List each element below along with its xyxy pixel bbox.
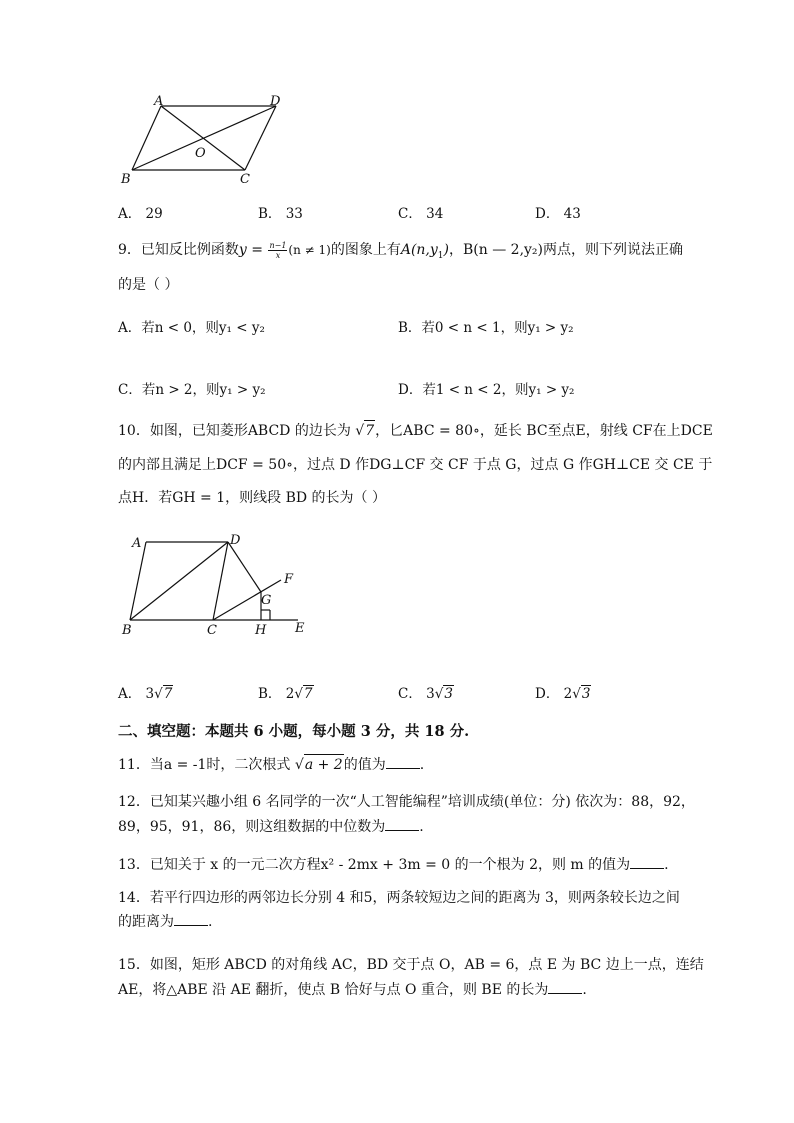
label-a: A: [154, 94, 164, 109]
q12-line2: 89，95，91，86，则这组数据的中位数为 .: [118, 819, 424, 835]
q9-line1: 9．已知反比例函数y = $\frac{n-1}{x}$ (n ≠ 1)的图象上有$A(n,y_1)$，B(n — 2,y₂)两点，则下列说法正确: [118, 240, 684, 261]
q10-line1: 10．如图，已知菱形ABCD 的边长为 √7，匕ABC = 80∘，延长 BC至点E，射线 CF在上DCE: [118, 420, 713, 441]
q8-option-a: A． 29: [118, 206, 163, 222]
q14-line2: 的距离为 .: [118, 914, 213, 930]
figure-parallelogram: [110, 90, 290, 190]
q15-answer-blank[interactable]: [548, 981, 582, 994]
q9-option-c: C．若n > 2，则y₁ > y₂: [118, 382, 266, 398]
q10-line3: 点H．若GH = 1，则线段 BD 的长为（ ）: [118, 490, 387, 506]
label-d: D: [230, 533, 241, 548]
q8-option-d: D． 43: [535, 206, 581, 222]
q15-line2: AE，将△ABE 沿 AE 翻折，使点 B 恰好与点 O 重合，则 BE 的长为 .: [118, 982, 587, 998]
q8-option-c: C． 34: [398, 206, 444, 222]
diagonal-bd: [130, 542, 228, 620]
label-c: C: [240, 172, 250, 187]
q11-answer-blank[interactable]: [386, 756, 420, 769]
segment-dg: [228, 542, 261, 592]
q12-answer-blank[interactable]: [385, 818, 419, 831]
label-b: B: [122, 623, 132, 638]
q8-option-b: B． 33: [258, 206, 303, 222]
q9-option-a: A．若n < 0，则y₁ < y₂: [118, 320, 265, 336]
label-g: G: [261, 593, 272, 608]
q10-option-d: D． 2√3: [535, 686, 591, 702]
label-f: F: [284, 572, 294, 587]
label-h: H: [255, 623, 267, 638]
q15-line1: 15．如图，矩形 ABCD 的对角线 AC，BD 交于点 O，AB = 6，点 E 为 BC 边上一点，连结: [118, 957, 704, 973]
label-a: A: [132, 536, 142, 551]
q11: 11．当a = -1时，二次根式 √a + 2的值为 .: [118, 754, 424, 775]
q14-line1: 14．若平行四边形的两邻边长分别 4 和5，两条较短边之间的距离为 3，则两条较长边之间: [118, 890, 680, 906]
label-o: O: [195, 146, 206, 161]
label-c: C: [207, 623, 217, 638]
label-d: D: [270, 94, 281, 109]
label-e: E: [295, 621, 305, 636]
edge-dc: [213, 542, 228, 620]
section-heading-fill-in: 二、填空题：本题共 6 小题，每小题 3 分，共 18 分.: [118, 723, 470, 740]
q9-fraction: $\frac{n-1}{x}$: [269, 240, 287, 260]
q10-option-a: A． 3√7: [118, 686, 173, 702]
q9-line2: 的是（ ）: [118, 277, 179, 293]
label-b: B: [121, 172, 131, 187]
q9-option-b: B．若0 < n < 1，则y₁ > y₂: [398, 320, 574, 336]
edge-dc: [245, 106, 276, 170]
q14-answer-blank[interactable]: [174, 913, 208, 926]
q13: 13．已知关于 x 的一元二次方程x² - 2mx + 3m = 0 的一个根为 2，则 m 的值为 .: [118, 857, 669, 873]
edge-ba: [132, 106, 161, 170]
edge-ab: [130, 542, 146, 620]
q10-option-c: C． 3√3: [398, 686, 453, 702]
figure-rhombus: [115, 528, 315, 643]
q9-option-d: D．若1 < n < 2，则y₁ > y₂: [398, 382, 575, 398]
q13-answer-blank[interactable]: [630, 856, 664, 869]
q12-line1: 12．已知某兴趣小组 6 名同学的一次“人工智能编程”培训成绩(单位：分) 依次为：88，92，: [118, 794, 695, 810]
q10-line2: 的内部且满足上DCF = 50∘，过点 D 作DG⊥CF 交 CF 于点 G，过点 G 作GH⊥CE 交 CE 于: [118, 457, 713, 473]
q10-option-b: B． 2√7: [258, 686, 313, 702]
